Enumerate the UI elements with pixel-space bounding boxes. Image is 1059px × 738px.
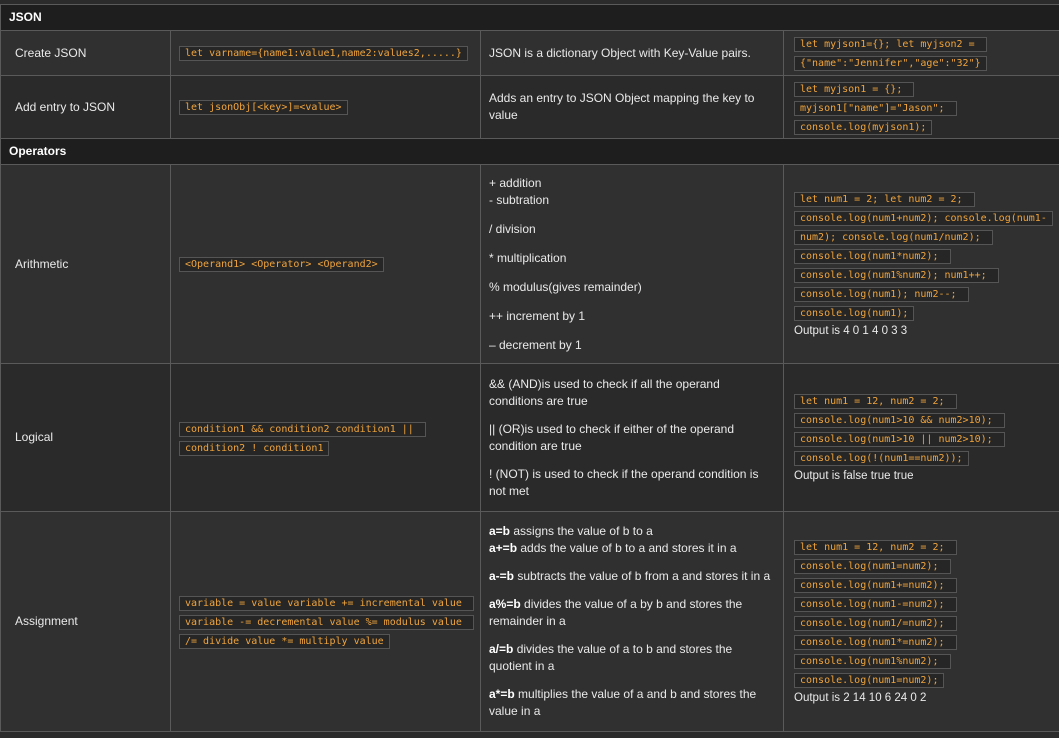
operator: a%=b — [489, 597, 521, 611]
desc-line — [489, 596, 775, 630]
syntax-cell — [171, 364, 481, 512]
row-name: Create JSON — [1, 31, 171, 76]
desc-line — [489, 540, 775, 557]
syntax-code: variable = value variable += incremental value variable -= decremental value %= modulus value /= divide value *= multiply value — [179, 596, 474, 649]
description-cell — [481, 165, 784, 364]
table-row — [1, 76, 1059, 139]
reference-table — [0, 4, 1059, 732]
operator-desc: subtracts the value of b from a and stores it in a — [514, 569, 771, 583]
example-cell — [784, 31, 1059, 76]
row-name: Logical — [1, 364, 171, 512]
desc-line: && (AND)is used to check if all the operand conditions are true — [489, 376, 720, 408]
desc-line — [489, 568, 775, 585]
operator-desc: divides the value of a to b and stores the quotient in a — [489, 642, 733, 673]
desc-line: % modulus(gives remainder) — [489, 279, 642, 294]
operator: a-=b — [489, 569, 515, 583]
operator: a+=b — [489, 541, 518, 555]
description-cell — [481, 364, 784, 512]
desc-line: + addition — [489, 175, 542, 190]
row-name: Arithmetic — [1, 165, 171, 364]
output-text: Output is 2 14 10 6 24 0 2 — [794, 691, 927, 704]
row-name: Add entry to JSON — [1, 76, 171, 139]
desc-line: || (OR)is used to check if either of the operand condition are true — [489, 421, 735, 453]
example-code: let myjson1={}; let myjson2 = {"name":"Jennifer","age":"32"} — [794, 37, 987, 71]
section-operators — [1, 139, 1059, 165]
table-row — [1, 165, 1059, 364]
desc-line: * multiplication — [489, 250, 567, 265]
syntax-cell — [171, 31, 481, 76]
desc-line: / division — [489, 221, 536, 236]
section-title: Operators — [1, 139, 1059, 165]
example-cell — [784, 76, 1059, 139]
desc-line: ++ increment by 1 — [489, 308, 586, 323]
row-name: Assignment — [1, 512, 171, 732]
table-row — [1, 512, 1059, 732]
syntax-cell — [171, 512, 481, 732]
desc-line: - subtration — [489, 192, 550, 207]
description-cell: JSON is a dictionary Object with Key-Value pairs. — [481, 31, 784, 76]
operator: a/=b — [489, 642, 514, 656]
description-cell: Adds an entry to JSON Object mapping the key to value — [481, 76, 784, 139]
example-code: let num1 = 12, num2 = 2; console.log(num1=num2); console.log(num1+=num2); console.log(num1-=num2); console.log(num1/=num2); console.log(num1*=num2); console.log(num1%num2); console.log(num1=num2); — [794, 540, 957, 688]
operator-desc: multiplies the value of a and b and stores the value in a — [489, 687, 757, 718]
description-cell — [481, 512, 784, 732]
section-json — [1, 5, 1059, 31]
syntax-cell — [171, 76, 481, 139]
example-code: let num1 = 12, num2 = 2; console.log(num1>10 && num2>10); console.log(num1>10 || num2>10); console.log(!(num1==num2)); — [794, 394, 1005, 466]
example-code: let myjson1 = {}; myjson1["name"]="Jason"; console.log(myjson1); — [794, 82, 957, 135]
operator-desc: assigns the value of b to a — [510, 524, 653, 538]
example-cell — [784, 364, 1059, 512]
operator: a=b — [489, 524, 511, 538]
table-row — [1, 364, 1059, 512]
example-cell — [784, 512, 1059, 732]
example-code: let num1 = 2; let num2 = 2; console.log(num1+num2); console.log(num1-num2); console.log(num1/num2); console.log(num1*num2); console.log(num1%num2); num1++; console.log(num1); num2--; console.log(num1); — [794, 192, 1053, 321]
desc-line: – decrement by 1 — [489, 337, 582, 352]
desc-line — [489, 523, 775, 540]
desc-line — [489, 641, 775, 675]
table-row — [1, 31, 1059, 76]
syntax-code: let varname={name1:value1,name2:values2,.....} — [179, 46, 468, 61]
syntax-code: <Operand1> <Operator> <Operand2> — [179, 257, 384, 272]
output-text: Output is 4 0 1 4 0 3 3 — [794, 324, 908, 337]
operator-desc: divides the value of a by b and stores the remainder in a — [489, 597, 743, 628]
desc-line: ! (NOT) is used to check if the operand condition is not met — [489, 466, 759, 498]
syntax-code: condition1 && condition2 condition1 || condition2 ! condition1 — [179, 422, 426, 456]
operator: a*=b — [489, 687, 515, 701]
syntax-cell — [171, 165, 481, 364]
operator-desc: adds the value of b to a and stores it in a — [517, 541, 737, 555]
output-text: Output is false true true — [794, 469, 914, 482]
syntax-code: let jsonObj[<key>]=<value> — [179, 100, 348, 115]
section-title: JSON — [1, 5, 1059, 31]
example-cell — [784, 165, 1059, 364]
desc-line — [489, 686, 775, 720]
